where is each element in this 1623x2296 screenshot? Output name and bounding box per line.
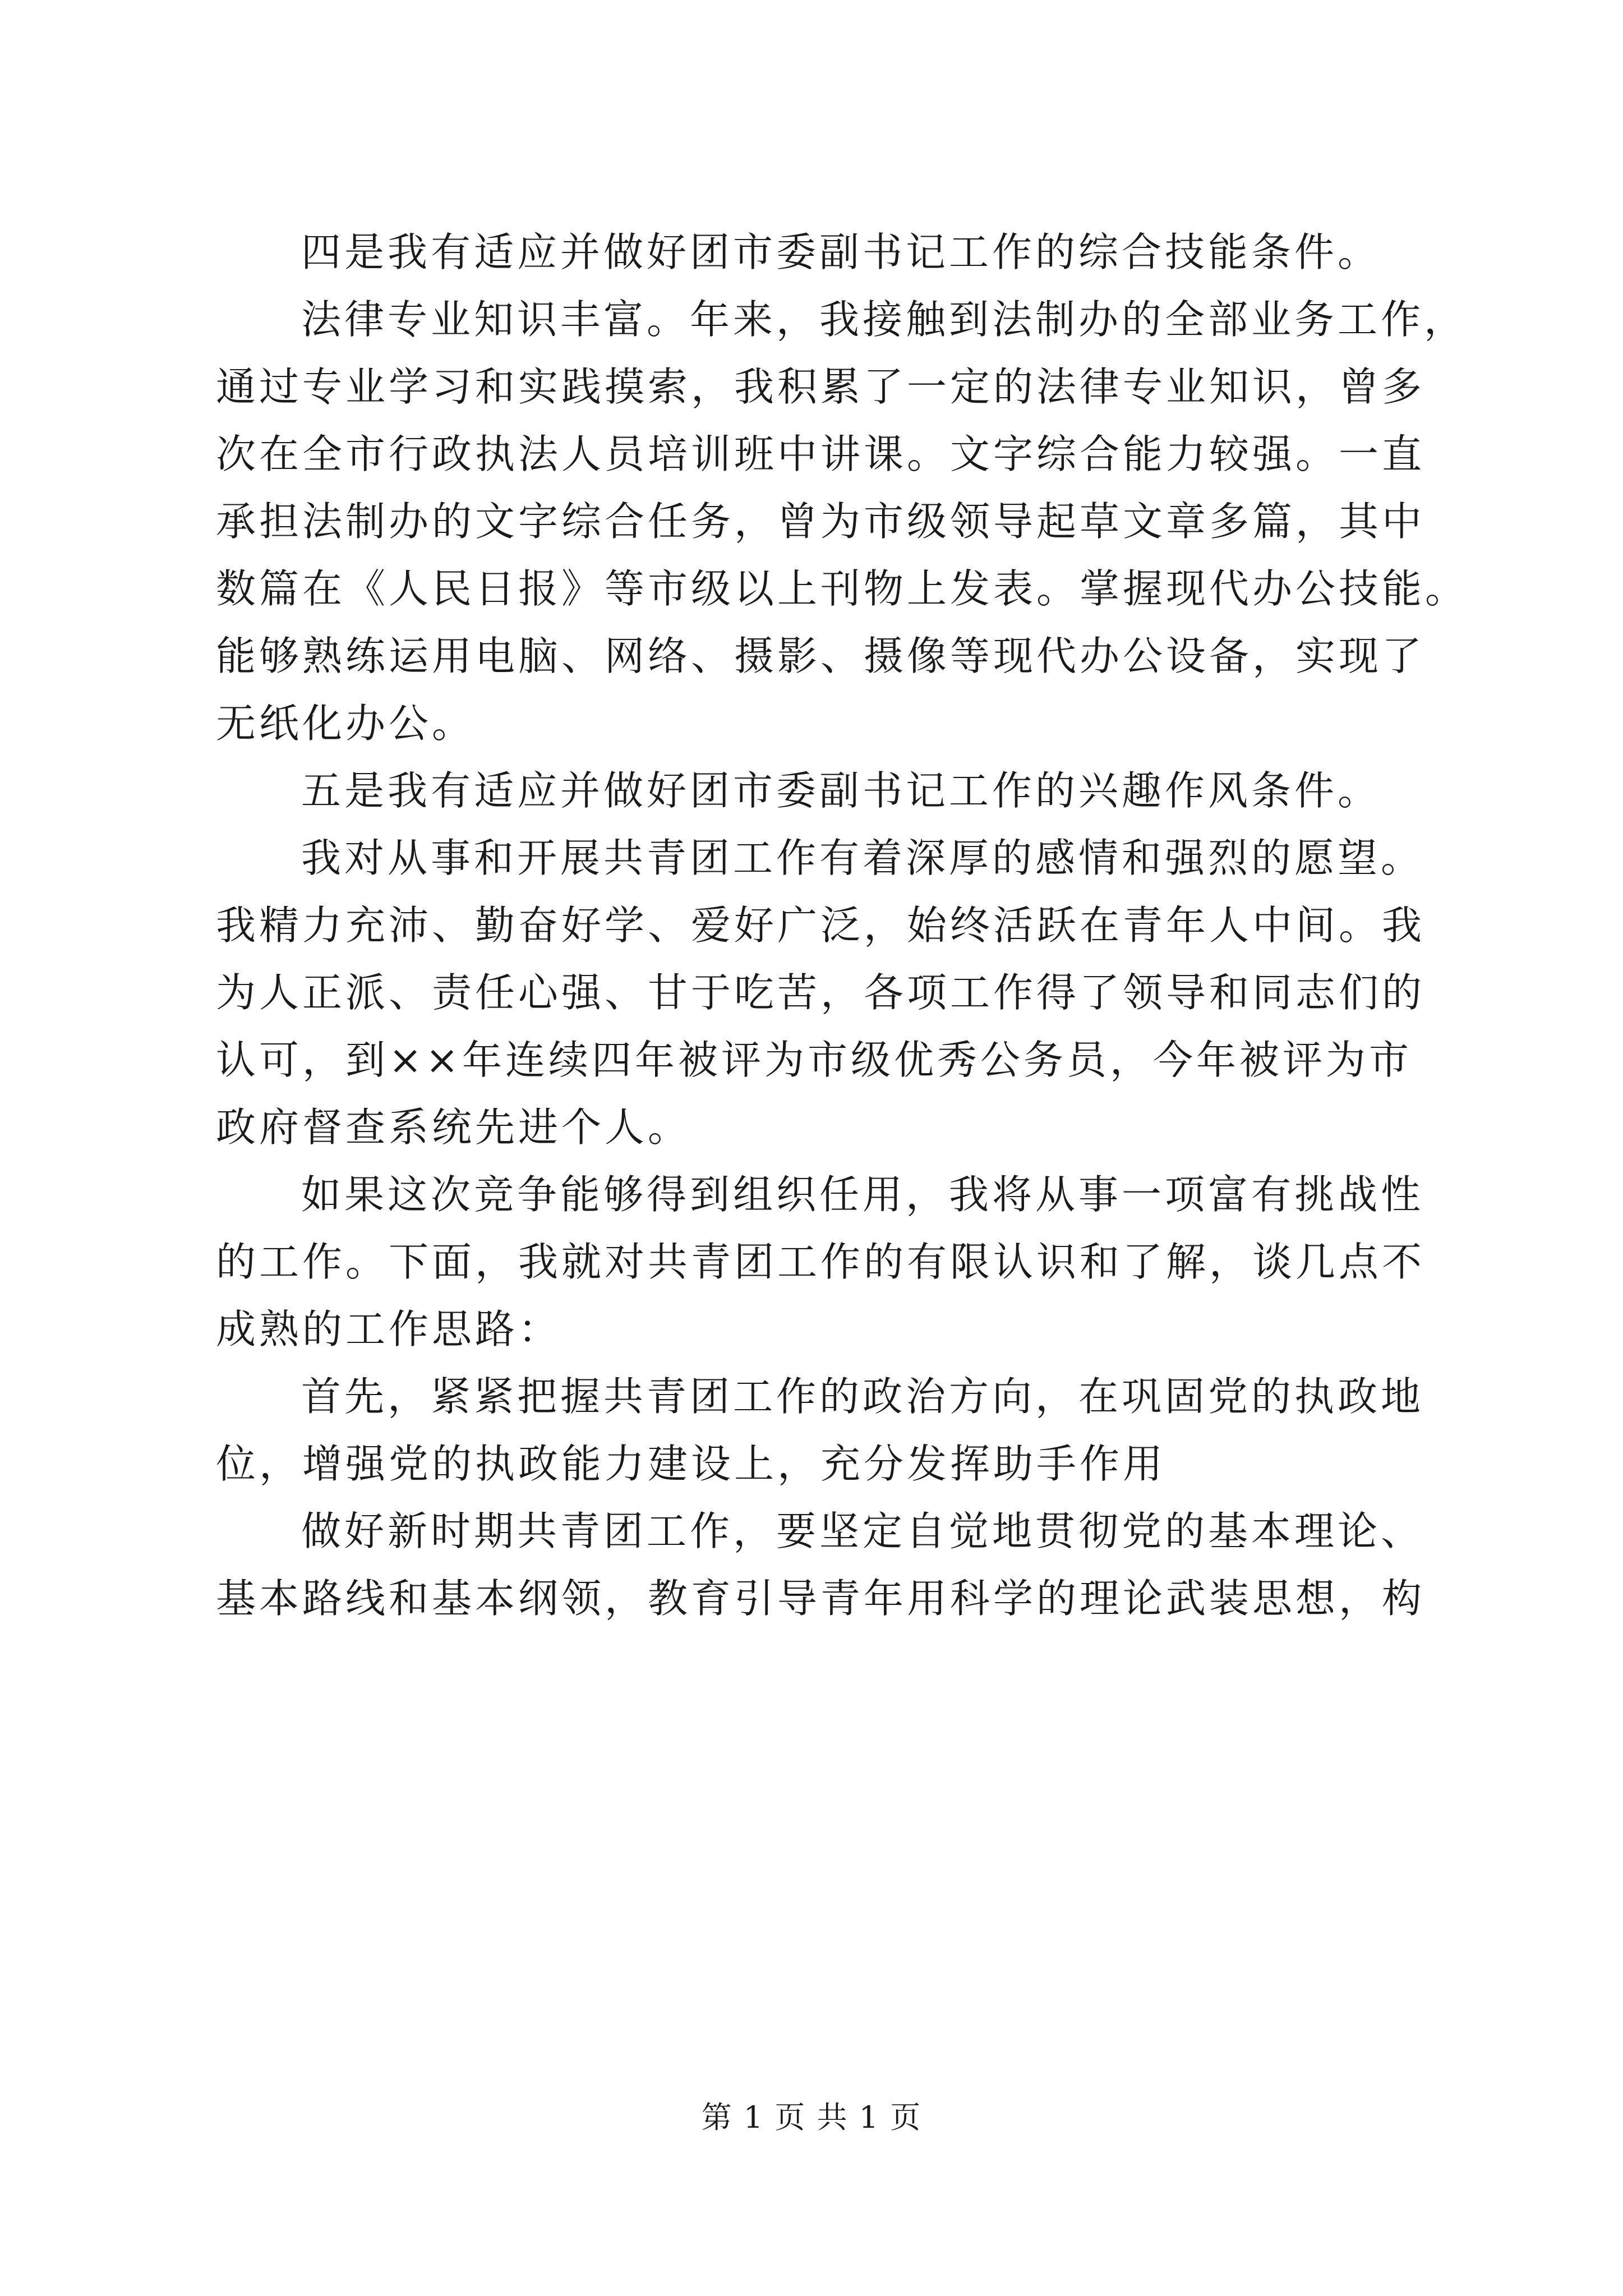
paragraph-line: 我对从事和开展共青团工作有着深厚的感情和强烈的愿望。 — [301, 835, 1424, 881]
paragraph-line: 为人正派、责任心强、甘于吃苦，各项工作得了领导和同志们的 — [216, 969, 1426, 1016]
page-number-footer: 第 1 页 共 1 页 — [701, 2100, 922, 2135]
paragraph-line: 法律专业知识丰富。年来，我接触到法制办的全部业务工作， — [301, 296, 1468, 343]
paragraph-line: 成熟的工作思路： — [216, 1306, 562, 1352]
paragraph-line: 次在全市行政执法人员培训班中讲课。文字综合能力较强。一直 — [216, 431, 1426, 477]
paragraph-line: 认可，到××年连续四年被评为市级优秀公务员，今年被评为市 — [216, 1037, 1412, 1083]
paragraph-line: 的工作。下面，我就对共青团工作的有限认识和了解，谈几点不 — [216, 1239, 1426, 1285]
paragraph-line: 首先，紧紧把握共青团工作的政治方向，在巩固党的执政地 — [301, 1373, 1424, 1420]
paragraph-line: 数篇在《人民日报》等市级以上刊物上发表。掌握现代办公技能。 — [216, 565, 1469, 612]
paragraph-line: 做好新时期共青团工作，要坚定自觉地贯彻党的基本理论、 — [301, 1508, 1424, 1554]
paragraph-line: 政府督查系统先进个人。 — [216, 1104, 691, 1151]
document-body — [216, 219, 1469, 1632]
paragraph-line: 基本路线和基本纲领，教育引导青年用科学的理论武装思想，构 — [216, 1575, 1426, 1622]
paragraph-line: 我精力充沛、勤奋好学、爱好广泛，始终活跃在青年人中间。我 — [216, 902, 1426, 949]
paragraph-line: 承担法制办的文字综合任务，曾为市级领导起草文章多篇，其中 — [216, 498, 1426, 545]
paragraph-line: 如果这次竞争能够得到组织任用，我将从事一项富有挑战性 — [301, 1171, 1424, 1218]
paragraph-line: 通过专业学习和实践摸索，我积累了一定的法律专业知识，曾多 — [216, 364, 1426, 410]
paragraph-line: 五是我有适应并做好团市委副书记工作的兴趣作风条件。 — [301, 767, 1381, 814]
paragraph-line: 位，增强党的执政能力建设上，充分发挥助手作用 — [216, 1441, 1166, 1487]
paragraph-line: 能够熟练运用电脑、网络、摄影、摄像等现代办公设备，实现了 — [216, 633, 1426, 679]
paragraph-line: 无纸化办公。 — [216, 700, 476, 747]
paragraph-line: 四是我有适应并做好团市委副书记工作的综合技能条件。 — [301, 229, 1381, 275]
